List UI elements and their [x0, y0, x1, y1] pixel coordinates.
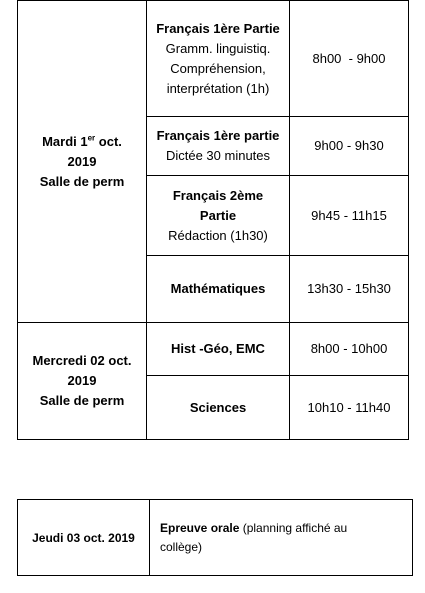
wednesday-cell	[18, 323, 147, 440]
exam-time: 13h30 - 15h30	[307, 281, 391, 296]
exam-time-cell	[290, 117, 409, 176]
exam-subject-cell	[147, 117, 290, 176]
table-row	[18, 323, 409, 376]
exam-subject-cell	[147, 1, 290, 117]
exam-subject: Français 1ère Partie	[156, 20, 280, 36]
exam-schedule-table	[17, 0, 409, 440]
exam-time: 9h45 - 11h15	[311, 207, 387, 223]
tuesday-cell	[18, 1, 147, 323]
oral-note-continued: collège)	[160, 539, 203, 554]
exam-subject: Sciences	[189, 399, 247, 415]
oral-description-cell	[150, 500, 413, 576]
exam-detail: Compréhension,	[170, 60, 266, 76]
exam-subject-cell	[147, 176, 290, 256]
exam-detail: Gramm. linguistiq.	[165, 40, 271, 56]
exam-subject-cell	[147, 256, 290, 323]
exam-subject-cell	[147, 376, 290, 440]
table-row	[18, 500, 413, 576]
exam-subject: Français 1ère partie	[156, 128, 280, 143]
exam-time-cell	[290, 1, 409, 117]
tuesday-room: Salle de perm	[39, 173, 125, 189]
tuesday-year: 2019	[67, 153, 97, 169]
exam-detail: interprétation (1h)	[166, 80, 270, 96]
exam-detail: Dictée 30 minutes	[165, 148, 271, 163]
tuesday-date: Mardi 1er oct.	[42, 133, 122, 149]
exam-time-cell	[290, 256, 409, 323]
table-row	[18, 1, 409, 117]
oral-title: Epreuve orale	[160, 520, 240, 535]
exam-subject: Mathématiques	[170, 281, 266, 296]
exam-time-cell	[290, 376, 409, 440]
exam-time-cell	[290, 323, 409, 376]
exam-time: 9h00 - 9h30	[314, 138, 384, 153]
exam-time: 8h00 - 9h00	[312, 50, 386, 66]
wednesday-room: Salle de perm	[39, 393, 125, 408]
exam-time: 8h00 - 10h00	[310, 341, 388, 356]
exam-subject-cell	[147, 323, 290, 376]
exam-subject: Français 2ème	[172, 187, 264, 203]
exam-detail: Rédaction (1h30)	[168, 227, 268, 243]
oral-day-cell	[18, 500, 150, 576]
exam-time-cell	[290, 176, 409, 256]
oral-exam-table	[17, 499, 413, 576]
exam-subject: Hist -Géo, EMC	[171, 341, 265, 356]
oral-day: Jeudi 03 oct. 2019	[32, 530, 135, 545]
exam-time: 10h10 - 11h40	[307, 399, 391, 415]
oral-note: (planning affiché au	[239, 520, 348, 535]
wednesday-date: Mercredi 02 oct.	[32, 353, 132, 368]
date-superscript: er	[87, 133, 96, 143]
exam-subject: Partie	[199, 207, 237, 223]
wednesday-year: 2019	[67, 373, 97, 388]
